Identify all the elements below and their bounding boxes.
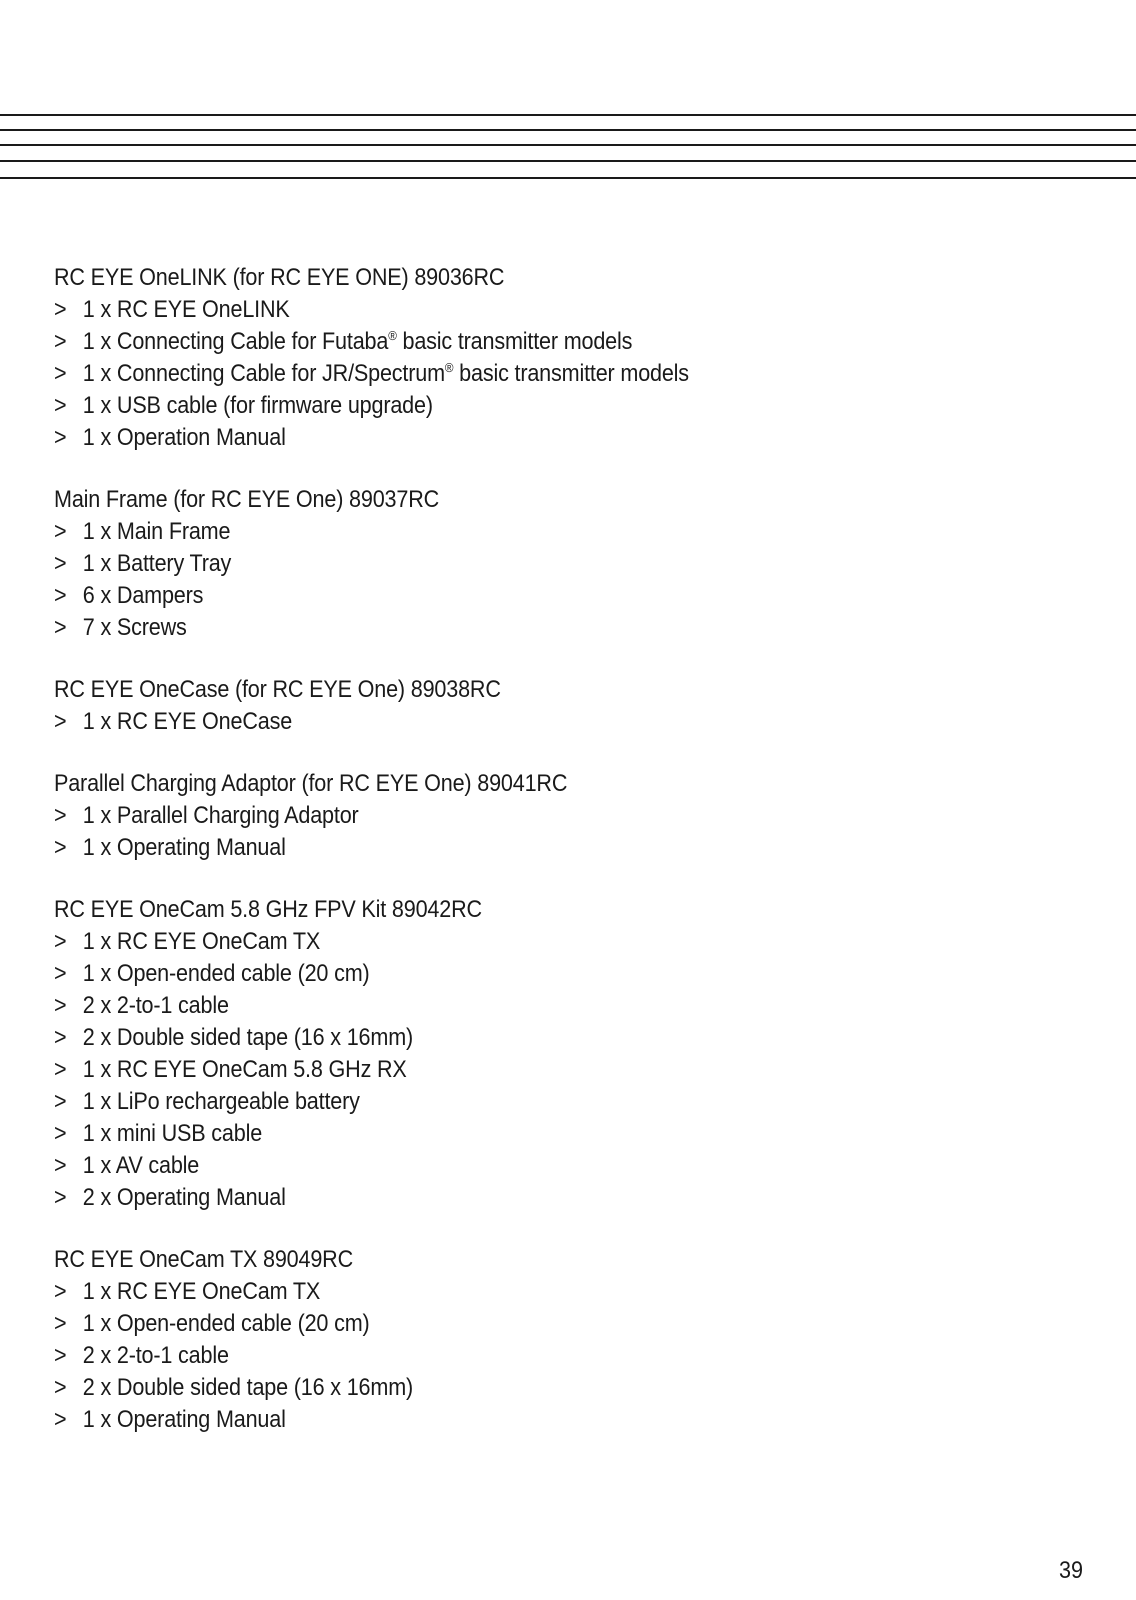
bullet-marker: >: [54, 518, 67, 545]
section-title: Main Frame (for RC EYE One) 89037RC: [54, 486, 440, 513]
item-text: [83, 1404, 286, 1436]
item-text: [83, 1118, 262, 1150]
list-item: [54, 422, 954, 454]
item-text-main: 1 x Operating Manual: [82, 1406, 286, 1433]
bullet-marker: >: [54, 1278, 67, 1305]
parts-section: [54, 484, 1054, 644]
list-item: [54, 1022, 954, 1054]
list-item: [54, 1340, 954, 1372]
item-text: [83, 1182, 286, 1214]
section-title: RC EYE OneCase (for RC EYE One) 89038RC: [54, 676, 501, 703]
list-item: [54, 926, 954, 958]
item-text: [83, 294, 290, 326]
item-text-main: 1 x RC EYE OneCam TX: [82, 1278, 321, 1305]
item-text: [83, 580, 203, 612]
item-text: [83, 612, 187, 644]
list-item: [54, 1404, 954, 1436]
parts-section: [54, 894, 1054, 1214]
list-item: [54, 358, 954, 390]
bullet-marker: >: [54, 834, 67, 861]
item-text: [83, 1340, 229, 1372]
item-text-main: 1 x mini USB cable: [82, 1120, 263, 1147]
item-text-main: 2 x 2-to-1 cable: [82, 992, 229, 1019]
list-item: [54, 390, 954, 422]
item-text: [83, 832, 286, 864]
section-title: RC EYE OneCam 5.8 GHz FPV Kit 89042RC: [54, 896, 482, 923]
bullet-marker: >: [54, 802, 67, 829]
item-text-main: 1 x RC EYE OneCam 5.8 GHz RX: [82, 1056, 407, 1083]
registered-mark: ®: [388, 328, 397, 343]
bullet-marker: >: [54, 392, 67, 419]
list-item: [54, 1054, 954, 1086]
item-text-main: 2 x Operating Manual: [82, 1184, 286, 1211]
bullet-marker: >: [54, 424, 67, 451]
list-item: [54, 832, 954, 864]
item-text-main: 1 x RC EYE OneCam TX: [82, 928, 321, 955]
list-item: [54, 1118, 954, 1150]
list-item: [54, 1276, 954, 1308]
item-text-main: 1 x Operating Manual: [82, 834, 286, 861]
bullet-marker: >: [54, 1406, 67, 1433]
list-item: [54, 990, 954, 1022]
list-item: [54, 516, 954, 548]
list-item: [54, 1372, 954, 1404]
item-text: [83, 1308, 370, 1340]
item-text-after: basic transmitter models: [453, 360, 689, 387]
parts-section: [54, 674, 1054, 738]
header-rule: [0, 160, 1136, 162]
item-text-main: 1 x Connecting Cable for Futaba: [82, 328, 389, 355]
registered-mark: ®: [444, 360, 454, 375]
header-rules: [0, 0, 1136, 200]
item-text: [83, 706, 292, 738]
item-text-main: 6 x Dampers: [82, 582, 204, 609]
item-text: [83, 358, 689, 390]
item-text-main: 1 x LiPo rechargeable battery: [82, 1088, 360, 1115]
list-item: [54, 800, 954, 832]
bullet-marker: >: [54, 1152, 67, 1179]
bullet-marker: >: [54, 928, 67, 955]
bullet-marker: >: [54, 614, 67, 641]
header-rule: [0, 177, 1136, 179]
item-text-main: 1 x Connecting Cable for JR/Spectrum: [82, 360, 445, 387]
parts-section: [54, 1244, 1054, 1436]
item-text-main: 1 x Battery Tray: [82, 550, 232, 577]
bullet-marker: >: [54, 1120, 67, 1147]
item-text: [83, 958, 370, 990]
parts-list: [54, 262, 1054, 1466]
list-item: [54, 326, 954, 358]
item-text: [83, 1150, 199, 1182]
bullet-marker: >: [54, 1310, 67, 1337]
bullet-marker: >: [54, 960, 67, 987]
parts-section: [54, 768, 1054, 864]
page-number: 39: [1059, 1557, 1084, 1584]
item-text-main: 1 x Main Frame: [82, 518, 231, 545]
item-text-main: 1 x USB cable (for firmware upgrade): [82, 392, 433, 419]
list-item: [54, 580, 954, 612]
item-text: [83, 926, 320, 958]
item-text: [83, 516, 231, 548]
item-text: [83, 800, 359, 832]
item-text-main: 2 x 2-to-1 cable: [82, 1342, 229, 1369]
item-text-main: 1 x RC EYE OneCase: [82, 708, 293, 735]
bullet-marker: >: [54, 1024, 67, 1051]
bullet-marker: >: [54, 328, 67, 355]
item-text: [83, 1276, 320, 1308]
list-item: [54, 612, 954, 644]
section-title: RC EYE OneCam TX 89049RC: [54, 1246, 354, 1273]
bullet-marker: >: [54, 1374, 67, 1401]
item-text-main: 1 x Open-ended cable (20 cm): [82, 1310, 370, 1337]
bullet-marker: >: [54, 1088, 67, 1115]
bullet-marker: >: [54, 582, 67, 609]
item-text: [83, 548, 231, 580]
list-item: [54, 1308, 954, 1340]
item-text: [83, 1086, 360, 1118]
item-text: [83, 422, 286, 454]
item-text: [83, 990, 229, 1022]
list-item: [54, 548, 954, 580]
section-title: RC EYE OneLINK (for RC EYE ONE) 89036RC: [54, 264, 505, 291]
list-item: [54, 1182, 954, 1214]
item-text-main: 7 x Screws: [82, 614, 187, 641]
item-text: [83, 390, 433, 422]
item-text-main: 1 x Open-ended cable (20 cm): [82, 960, 370, 987]
item-text-after: basic transmitter models: [396, 328, 633, 355]
bullet-marker: >: [54, 360, 67, 387]
bullet-marker: >: [54, 1184, 67, 1211]
item-text: [83, 1372, 413, 1404]
item-text-main: 1 x Parallel Charging Adaptor: [82, 802, 359, 829]
bullet-marker: >: [54, 550, 67, 577]
item-text-main: 1 x RC EYE OneLINK: [82, 296, 290, 323]
item-text-main: 1 x AV cable: [82, 1152, 200, 1179]
list-item: [54, 706, 954, 738]
bullet-marker: >: [54, 296, 67, 323]
parts-section: [54, 262, 1054, 454]
item-text: [83, 1054, 407, 1086]
item-text: [83, 326, 632, 358]
list-item: [54, 294, 954, 326]
list-item: [54, 958, 954, 990]
list-item: [54, 1086, 954, 1118]
bullet-marker: >: [54, 1342, 67, 1369]
section-title: Parallel Charging Adaptor (for RC EYE One) 89041RC: [54, 770, 568, 797]
bullet-marker: >: [54, 1056, 67, 1083]
header-rule: [0, 114, 1136, 116]
item-text-main: 1 x Operation Manual: [82, 424, 286, 451]
header-rule: [0, 144, 1136, 146]
header-rule: [0, 129, 1136, 131]
item-text-main: 2 x Double sided tape (16 x 16mm): [82, 1374, 414, 1401]
item-text-main: 2 x Double sided tape (16 x 16mm): [82, 1024, 414, 1051]
bullet-marker: >: [54, 708, 67, 735]
bullet-marker: >: [54, 992, 67, 1019]
item-text: [83, 1022, 413, 1054]
list-item: [54, 1150, 954, 1182]
